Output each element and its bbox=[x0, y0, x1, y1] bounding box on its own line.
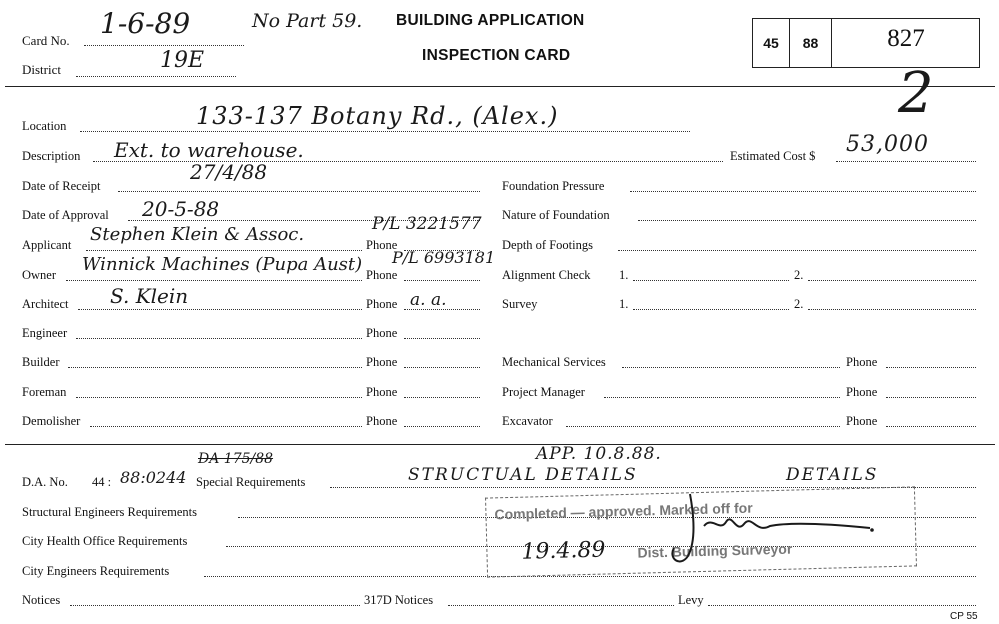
foreman-line bbox=[76, 397, 362, 398]
survey-line-1 bbox=[633, 309, 789, 310]
mechanical-services-phone-label: Phone bbox=[846, 355, 878, 369]
foreman-label: Foreman bbox=[22, 385, 67, 399]
applicant-line bbox=[86, 250, 362, 251]
levy-label: Levy bbox=[678, 593, 704, 607]
architect-phone-label: Phone bbox=[366, 297, 398, 311]
engineer-phone-line bbox=[404, 338, 480, 339]
stamp-line2: Dist. Building Surveyor bbox=[637, 540, 793, 561]
architect-label: Architect bbox=[22, 297, 69, 311]
demolisher-label: Demolisher bbox=[22, 414, 81, 428]
location-line bbox=[80, 131, 690, 132]
district-line bbox=[76, 76, 236, 77]
excavator-phone-label: Phone bbox=[846, 414, 878, 428]
location-label: Location bbox=[22, 119, 67, 133]
owner-phone-line bbox=[404, 280, 480, 281]
date-receipt-line bbox=[118, 191, 480, 192]
approval-date-handwritten: APP. 10.8.88. bbox=[536, 444, 662, 464]
signature-mark bbox=[660, 486, 890, 576]
card-number-box-a: 45 bbox=[753, 19, 790, 67]
applicant-phone-label: Phone bbox=[366, 238, 398, 252]
da-no-label: D.A. No. bbox=[22, 475, 68, 489]
estimated-cost-label: Estimated Cost $ bbox=[730, 149, 816, 163]
da-struck-handwritten: DA 175/88 bbox=[198, 451, 274, 467]
applicant-handwritten: Stephen Klein & Assoc. bbox=[90, 224, 305, 245]
card-no-line bbox=[84, 45, 244, 46]
owner-phone-label: Phone bbox=[366, 268, 398, 282]
architect-line bbox=[78, 309, 362, 310]
demolisher-phone-line bbox=[404, 426, 480, 427]
owner-handwritten: Winnick Machines (Pupa Aust) bbox=[82, 254, 363, 275]
stamp-date-handwritten: 19.4.89 bbox=[521, 537, 606, 565]
mechanical-services-phone-line bbox=[886, 367, 976, 368]
handwritten-two: 2 bbox=[898, 61, 934, 126]
notices-317d-label: 317D Notices bbox=[364, 593, 434, 607]
alignment-check-one: 1. bbox=[619, 268, 629, 282]
lower-divider bbox=[5, 444, 995, 445]
alignment-check-line-1 bbox=[633, 280, 789, 281]
notices-line bbox=[70, 605, 360, 606]
applicant-label: Applicant bbox=[22, 238, 72, 252]
architect-phone-handwritten: a. a. bbox=[410, 290, 447, 310]
owner-line bbox=[66, 280, 362, 281]
card-number-box-b: 88 bbox=[790, 19, 832, 67]
card-number-box bbox=[752, 18, 980, 68]
builder-phone-label: Phone bbox=[366, 355, 398, 369]
foundation-pressure-label: Foundation Pressure bbox=[502, 179, 605, 193]
foundation-pressure-line bbox=[630, 191, 976, 192]
structural-engineers-label: Structural Engineers Requirements bbox=[22, 505, 197, 519]
excavator-phone-line bbox=[886, 426, 976, 427]
city-engineers-line bbox=[204, 576, 976, 577]
special-requirements-label: Special Requirements bbox=[196, 475, 306, 489]
survey-two: 2. bbox=[794, 297, 804, 311]
survey-label: Survey bbox=[502, 297, 538, 311]
notices-317d-line bbox=[448, 605, 674, 606]
applicant-phone-handwritten: P/L 3221577 bbox=[372, 214, 482, 234]
special-requirements-handwritten: STRUCTUAL DETAILS bbox=[408, 465, 638, 485]
depth-footings-label: Depth of Footings bbox=[502, 238, 593, 252]
mechanical-services-line bbox=[622, 367, 840, 368]
project-manager-line bbox=[604, 397, 840, 398]
card-no-label: Card No. bbox=[22, 33, 70, 48]
district-label: District bbox=[22, 62, 61, 77]
project-manager-phone-label: Phone bbox=[846, 385, 878, 399]
depth-footings-line bbox=[618, 250, 976, 251]
project-manager-phone-line bbox=[886, 397, 976, 398]
header-divider bbox=[5, 86, 995, 87]
alignment-check-line-2 bbox=[808, 280, 976, 281]
levy-line bbox=[708, 605, 976, 606]
excavator-line bbox=[566, 426, 840, 427]
owner-phone-handwritten: P/L 6993181 bbox=[392, 248, 496, 267]
district-handwritten: 19E bbox=[160, 48, 205, 73]
estimated-cost-line bbox=[836, 161, 976, 162]
description-label: Description bbox=[22, 149, 81, 163]
survey-one: 1. bbox=[619, 297, 629, 311]
city-engineers-label: City Engineers Requirements bbox=[22, 564, 170, 578]
city-health-label: City Health Office Requirements bbox=[22, 534, 188, 548]
card-no-handwritten: 1-6-89 bbox=[100, 7, 191, 40]
nature-foundation-label: Nature of Foundation bbox=[502, 208, 610, 222]
project-manager-label: Project Manager bbox=[502, 385, 585, 399]
da-prefix: 44 : bbox=[92, 475, 112, 489]
mechanical-services-label: Mechanical Services bbox=[502, 355, 606, 369]
stamp-line1: Completed — approved. Marked off for bbox=[494, 499, 753, 523]
demolisher-line bbox=[90, 426, 362, 427]
form-code: CP 55 bbox=[950, 611, 978, 622]
date-receipt-label: Date of Receipt bbox=[22, 179, 101, 193]
date-approval-handwritten: 20-5-88 bbox=[142, 197, 220, 221]
notices-label: Notices bbox=[22, 593, 61, 607]
card-title-line1: BUILDING APPLICATION bbox=[396, 12, 585, 29]
excavator-label: Excavator bbox=[502, 414, 553, 428]
engineer-label: Engineer bbox=[22, 326, 68, 340]
special-requirements-handwritten-2: DETAILS bbox=[786, 465, 879, 485]
estimated-cost-handwritten: 53,000 bbox=[846, 132, 929, 157]
card-note-handwritten: No Part 59. bbox=[252, 10, 363, 32]
location-handwritten: 133-137 Botany Rd., (Alex.) bbox=[196, 102, 559, 130]
card-number-box-c: 827 bbox=[887, 25, 925, 52]
foreman-phone-line bbox=[404, 397, 480, 398]
demolisher-phone-label: Phone bbox=[366, 414, 398, 428]
description-handwritten: Ext. to warehouse. bbox=[114, 138, 304, 162]
builder-phone-line bbox=[404, 367, 480, 368]
engineer-line bbox=[76, 338, 362, 339]
da-number-handwritten: 88:0244 bbox=[120, 468, 187, 487]
survey-line-2 bbox=[808, 309, 976, 310]
builder-label: Builder bbox=[22, 355, 60, 369]
card-title-line2: INSPECTION CARD bbox=[422, 47, 571, 64]
alignment-check-label: Alignment Check bbox=[502, 268, 591, 282]
date-receipt-handwritten: 27/4/88 bbox=[190, 160, 268, 184]
nature-foundation-line bbox=[638, 220, 976, 221]
alignment-check-two: 2. bbox=[794, 268, 804, 282]
foreman-phone-label: Phone bbox=[366, 385, 398, 399]
builder-line bbox=[68, 367, 362, 368]
engineer-phone-label: Phone bbox=[366, 326, 398, 340]
owner-label: Owner bbox=[22, 268, 57, 282]
date-approval-label: Date of Approval bbox=[22, 208, 109, 222]
architect-handwritten: S. Klein bbox=[110, 284, 189, 308]
